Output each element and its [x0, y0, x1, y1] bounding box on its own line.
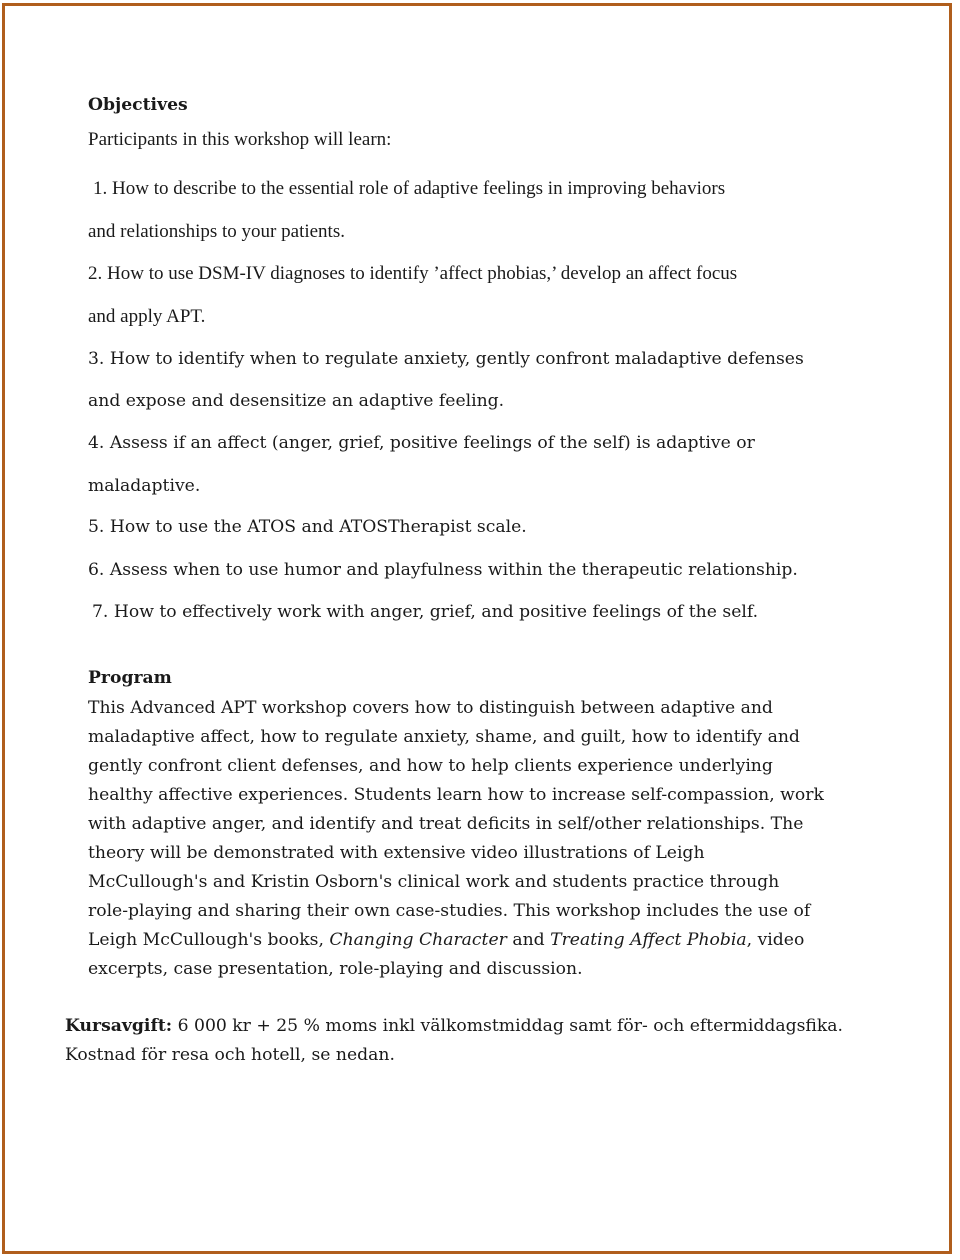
- program-line-2: maladaptive affect, how to regulate anxiety, shame, and guilt, how to identify and: [88, 727, 800, 747]
- objective-item-2-line-2: and apply APT.: [88, 306, 206, 327]
- fee-label: Kursavgift:: [65, 1016, 173, 1036]
- fee-line-1: [65, 1012, 843, 1041]
- book-title-changing-character: Changing Character: [329, 930, 507, 950]
- objective-item-6: 6. Assess when to use humor and playfulness within the therapeutic relationship.: [88, 560, 798, 580]
- objective-item-1-line-1: 1. How to describe to the essential role of adaptive feelings in improving behaviors: [93, 178, 726, 199]
- objective-item-2-line-1: 2. How to use DSM-IV diagnoses to identify ’affect phobias,’ develop an affect focus: [88, 263, 738, 284]
- fee-line-2: Kostnad för resa och hotell, se nedan.: [65, 1045, 395, 1065]
- program-books-line: [88, 926, 858, 955]
- fee-text: 6 000 kr + 25 % moms inkl välkomstmiddag samt för- och eftermiddagsfika.: [172, 1016, 844, 1036]
- objectives-intro: Participants in this workshop will learn:: [88, 129, 392, 150]
- program-line-8: role-playing and sharing their own case-studies. This workshop includes the use of: [88, 901, 811, 921]
- objective-item-4-line-2: maladaptive.: [88, 476, 201, 496]
- objective-item-5: 5. How to use the ATOS and ATOSTherapist scale.: [88, 517, 527, 537]
- books-middle: and: [506, 930, 551, 950]
- program-last-line: excerpts, case presentation, role-playing and discussion.: [88, 959, 583, 979]
- program-heading: Program: [88, 668, 172, 688]
- objective-item-3-line-2: and expose and desensitize an adaptive feeling.: [88, 391, 505, 411]
- objectives-heading: Objectives: [88, 95, 188, 115]
- books-suffix: , video: [746, 930, 805, 950]
- objective-item-7: 7. How to effectively work with anger, grief, and positive feelings of the self.: [92, 602, 759, 622]
- books-prefix: Leigh McCullough's books,: [88, 930, 330, 950]
- program-line-5: with adaptive anger, and identify and treat deficits in self/other relationships. The: [88, 814, 804, 834]
- program-line-3: gently confront client defenses, and how to help clients experience underlying: [88, 756, 773, 776]
- objective-item-1-line-2: and relationships to your patients.: [88, 221, 345, 242]
- program-line-7: McCullough's and Kristin Osborn's clinical work and students practice through: [88, 872, 780, 892]
- fee-block: [65, 1012, 843, 1070]
- program-line-1: This Advanced APT workshop covers how to distinguish between adaptive and: [88, 698, 773, 718]
- program-line-6: theory will be demonstrated with extensive video illustrations of Leigh: [88, 843, 705, 863]
- program-line-4: healthy affective experiences. Students learn how to increase self-compassion, work: [88, 785, 824, 805]
- program-body: [88, 694, 858, 984]
- objective-item-3-line-1: 3. How to identify when to regulate anxiety, gently confront maladaptive defenses: [88, 349, 804, 369]
- book-title-treating-affect-phobia: Treating Affect Phobia: [550, 930, 747, 950]
- objective-item-4-line-1: 4. Assess if an affect (anger, grief, positive feelings of the self) is adaptive or: [88, 433, 755, 453]
